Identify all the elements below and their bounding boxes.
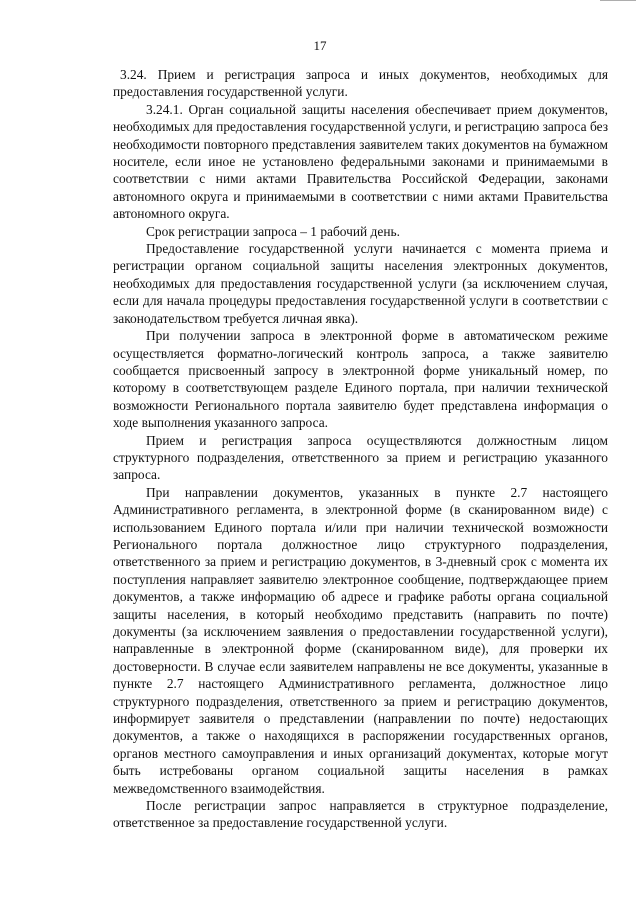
paragraph-document-submission: При направлении документов, указанных в пункте 2.7 настоящего Административного регламента, в электронной форме (в сканированном виде) с использованием Единого портала и/или при наличии технической возможности Регионального портала должностное лицо структурного подразделения, ответственного за прием и регистрацию документов, в 3-дневный срок с момента их поступления направляет заявителю электронное сообщение, подтверждающее прием документов, а также информацию об адресе и графике работы органа социальной защиты населения, в который необходимо представить (направить по почте) документы (за исключением заявления о предоставлении государственной услуги), направленные в электронной форме (сканированном виде), для проверки их достоверности. В случае если заявителем направлены не все документы, указанные в пункте 2.7 настоящего Административного регламента, должностное лицо структурного подразделения, ответственного за прием и регистрацию документов, информирует заявителя о представлении (направлении по почте) недостающих документов, а также о находящихся в распоряжении государственных органов, органов местного самоуправления и иных организаций документах, которые могут быть истребованы органом социальной защиты населения в рамках межведомственного взаимодействия. xyxy=(113,484,608,796)
scan-corner-mark xyxy=(600,0,636,3)
section-heading-3-24: 3.24. Прием и регистрация запроса и иных документов, необходимых для предоставления государственной услуги. xyxy=(113,67,608,100)
page-number: 17 xyxy=(313,38,327,53)
paragraph-responsible-official: Прием и регистрация запроса осуществляются должностным лицом структурного подразделения, ответственного за прием и регистрацию указанного запроса. xyxy=(113,432,608,483)
paragraph-service-start: Предоставление государственной услуги начинается с момента приема и регистрации органом социальной защиты населения электронных документов, необходимых для предоставления государственной услуги (за исключением случая, если для начала процедуры предоставления государственной услуги в соответствии с законодательством требуется личная явка). xyxy=(113,241,608,326)
paragraph-registration-term: Срок регистрации запроса – 1 рабочий день. xyxy=(146,223,400,239)
document-body xyxy=(113,66,608,832)
paragraph-after-registration: После регистрации запрос направляется в структурное подразделение, ответственное за предоставление государственной услуги. xyxy=(113,798,608,831)
paragraph-electronic-request: При получении запроса в электронной форме в автоматическом режиме осуществляется форматно-логический контроль запроса, а также заявителю сообщается присвоенный запросу в электронной форме уникальный номер, по которому в соответствующем разделе Единого портала, при наличии технической возможности Регионального портала заявителю будет представлена информация о ходе выполнения указанного запроса. xyxy=(113,328,608,431)
paragraph-3-24-1: 3.24.1. Орган социальной защиты населения обеспечивает прием документов, необходимых для предоставления государственной услуги, и регистрацию запроса без необходимости повторного представления заявителем таких документов на бумажном носителе, если иное не установлено федеральными законами и принимаемыми в соответствии с ними актами Правительства Российской Федерации, законами автономного округа и принимаемыми в соответствии с ними актами Правительства автономного округа. xyxy=(113,101,608,222)
